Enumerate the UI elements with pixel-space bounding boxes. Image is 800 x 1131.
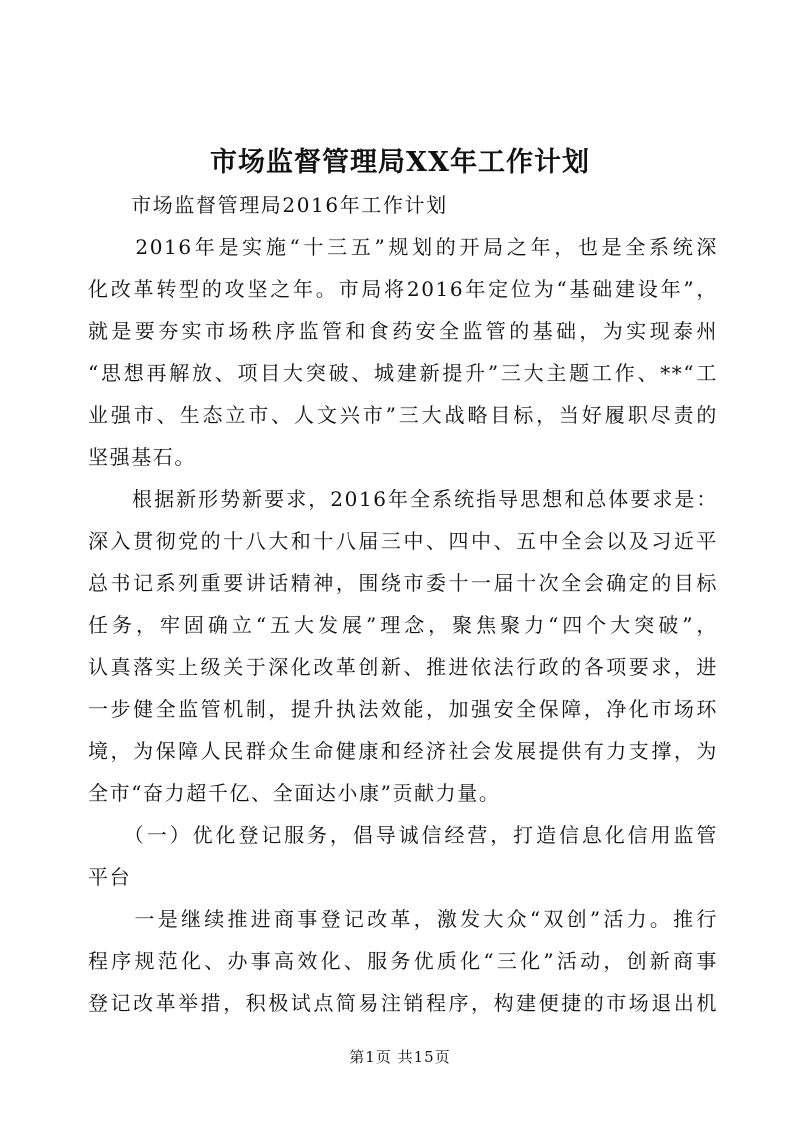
body-line: 一步健全监管机制，提升执法效能，加强安全保障，净化市场环 <box>88 697 718 721</box>
body-line: 程序规范化、办事高效化、服务优质化“三化”活动，创新商事 <box>88 949 718 973</box>
body-line: 2016年是实施“十三五”规划的开局之年，也是全系统深 <box>88 235 718 259</box>
body-line: 登记改革举措，积极试点简易注销程序，构建便捷的市场退出机 <box>88 991 718 1015</box>
body-line: 根据新形势新要求，2016年全系统指导思想和总体要求是： <box>88 487 718 511</box>
document-title: 市场监督管理局XX年工作计划 <box>210 147 590 178</box>
body-line: 深入贯彻党的十八大和十八届三中、四中、五中全会以及习近平 <box>88 529 718 553</box>
body-line: 任务，牢固确立“五大发展”理念，聚焦聚力“四个大突破”， <box>88 613 718 637</box>
body-line: “思想再解放、项目大突破、城建新提升”三大主题工作、**“工 <box>88 361 718 385</box>
section-heading: 平台 <box>88 865 132 889</box>
body-line: 一是继续推进商事登记改革，激发大众“双创”活力。推行 <box>88 907 718 931</box>
body-line: 认真落实上级关于深化改革创新、推进依法行政的各项要求，进 <box>88 655 718 679</box>
body-line: 坚强基石。 <box>88 445 196 469</box>
body-line: 总书记系列重要讲话精神，围绕市委十一届十次全会确定的目标 <box>88 571 718 595</box>
body-line: 市场监督管理局2016年工作计划 <box>88 193 448 217</box>
body-line: 化改革转型的攻坚之年。市局将2016年定位为“基础建设年”， <box>88 277 718 301</box>
body-line: 全市“奋力超千亿、全面达小康”贡献力量。 <box>88 781 501 805</box>
body-line: 就是要夯实市场秩序监管和食药安全监管的基础，为实现泰州 <box>88 319 718 343</box>
section-heading: （一）优化登记服务，倡导诚信经营，打造信息化信用监管 <box>88 823 718 847</box>
page-footer: 第1页 共15页 <box>349 1048 451 1066</box>
body-line: 境，为保障人民群众生命健康和经济社会发展提供有力支撑，为 <box>88 739 718 763</box>
body-line: 业强市、生态立市、人文兴市”三大战略目标，当好履职尽责的 <box>88 403 718 427</box>
